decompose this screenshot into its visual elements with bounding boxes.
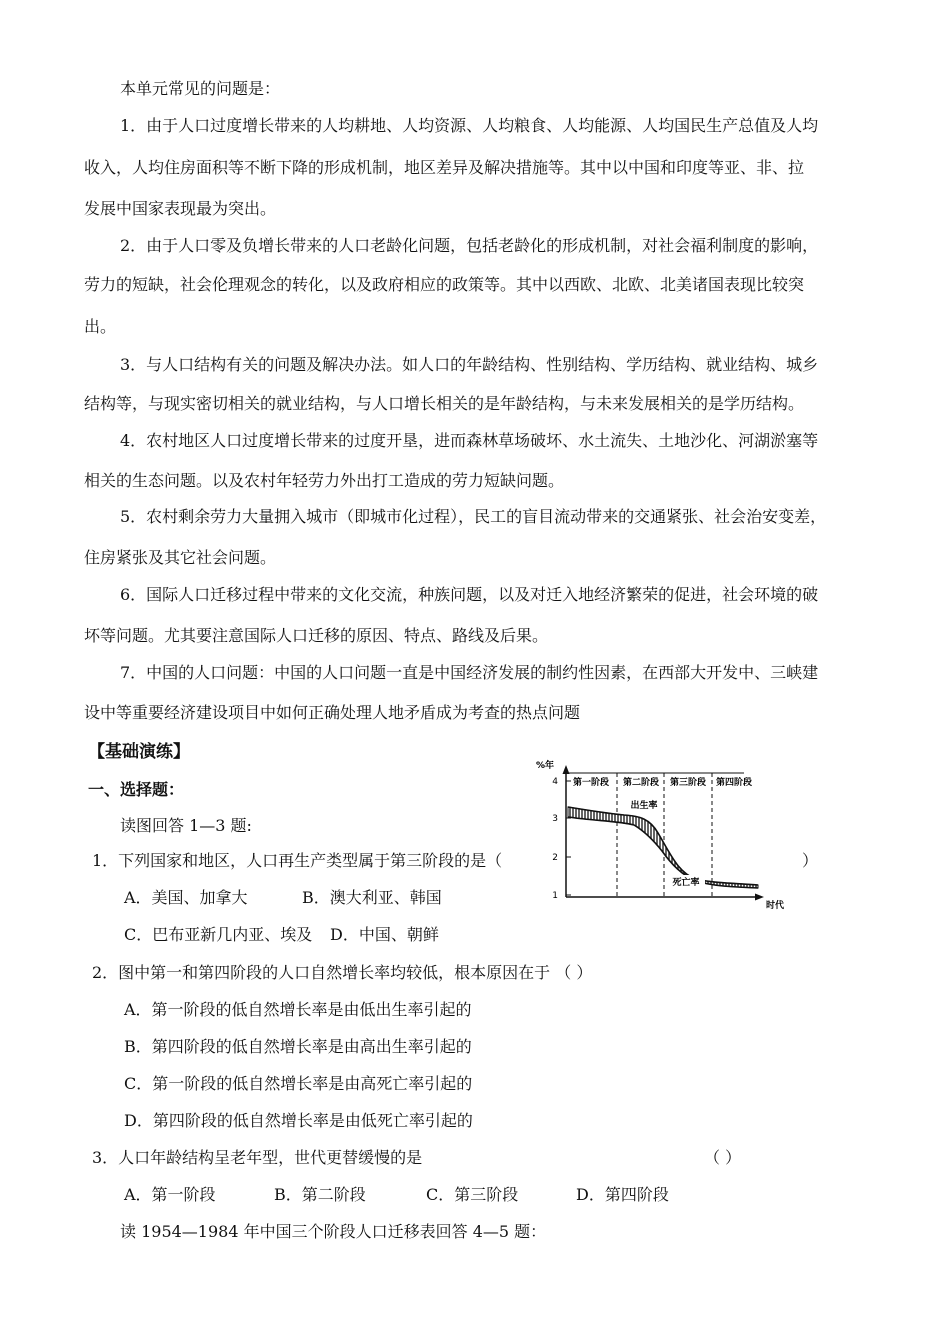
item-2-line-1: 2．由于人口零及负增长带来的人口老龄化问题，包括老龄化的形成机制，对社会福利制度的影响， — [120, 236, 819, 255]
question-1-paren: ） — [802, 851, 819, 870]
item-1-line-1: 1．由于人口过度增长带来的人均耕地、人均资源、人均粮食、人均能源、人均国民生产总值及人均 — [120, 116, 819, 135]
q2-option-c: C．第一阶段的低自然增长率是由高死亡率引起的 — [124, 1074, 473, 1093]
q2-option-b: B．第四阶段的低自然增长率是由高出生率引起的 — [124, 1037, 472, 1056]
y-tick-4: 4 — [552, 777, 558, 787]
death-rate-label: 死亡率 — [672, 878, 700, 888]
y-tick-2: 2 — [552, 853, 558, 863]
section-title: 【基础演练】 — [88, 742, 190, 762]
item-2-line-3: 出。 — [84, 317, 117, 336]
choice-title: 一、选择题： — [88, 780, 185, 799]
q1-option-b: B．澳大利亚、韩国 — [302, 888, 442, 907]
item-4-line-2: 相关的生态问题。以及农村年轻劳力外出打工造成的劳力短缺问题。 — [84, 471, 565, 490]
q1-option-c: C．巴布亚新几内亚、埃及 — [124, 925, 313, 944]
y-tick-1: 1 — [552, 891, 558, 901]
figure-svg — [536, 755, 800, 911]
q1-option-d: D．中国、朝鲜 — [330, 925, 439, 944]
q2-option-d: D．第四阶段的低自然增长率是由低死亡率引起的 — [124, 1111, 473, 1130]
question-1-stem: 1．下列国家和地区，人口再生产类型属于第三阶段的是（ — [92, 851, 503, 870]
question-2-stem: 2．图中第一和第四阶段的人口自然增长率均较低，根本原因在于 （ ） — [92, 963, 593, 982]
item-3-line-2: 结构等，与现实密切相关的就业结构，与人口增长相关的是年龄结构，与未来发展相关的是学历结构。 — [84, 394, 805, 413]
item-3-line-1: 3．与人口结构有关的问题及解决办法。如人口的年龄结构、性别结构、学历结构、就业结构、城乡 — [120, 355, 819, 374]
question-3-paren: （ ） — [704, 1148, 742, 1167]
stage-3-label: 第三阶段 — [669, 778, 707, 788]
q2-option-a: A．第一阶段的低自然增长率是由低出生率引起的 — [124, 1000, 472, 1019]
item-4-line-1: 4．农村地区人口过度增长带来的过度开垦，进而森林草场破坏、水土流失、土地沙化、河湖淤塞等 — [120, 431, 819, 450]
stage-2-label: 第二阶段 — [622, 778, 660, 788]
item-1-line-3: 发展中国家表现最为突出。 — [84, 199, 277, 218]
natural-increase-band — [568, 807, 758, 888]
q3-option-b: B．第二阶段 — [274, 1185, 366, 1204]
item-7-line-1: 7．中国的人口问题：中国的人口问题一直是中国经济发展的制约性因素，在西部大开发中、三峡建 — [120, 663, 819, 682]
item-5-line-1: 5．农村剩余劳力大量拥入城市（即城市化过程），民工的盲目流动带来的交通紧张、社会治安变差， — [120, 507, 827, 526]
stage-1-label: 第一阶段 — [572, 778, 610, 788]
q3-option-a: A．第一阶段 — [124, 1185, 216, 1204]
death-rate-curve — [568, 817, 758, 888]
birth-rate-label: 出生率 — [630, 801, 658, 811]
item-5-line-2: 住房紧张及其它社会问题。 — [84, 548, 277, 567]
x-axis-arrow — [755, 894, 764, 901]
read-prompt-2: 读 1954—1984 年中国三个阶段人口迁移表回答 4—5 题： — [120, 1222, 547, 1241]
item-7-line-2: 设中等重要经济建设项目中如何正确处理人地矛盾成为考查的热点问题 — [84, 703, 581, 722]
item-6-line-2: 坏等问题。尤其要注意国际人口迁移的原因、特点、路线及后果。 — [84, 626, 549, 645]
stage-4-label: 第四阶段 — [715, 778, 753, 788]
item-1-line-2: 收入，人均住房面积等不断下降的形成机制，地区差异及解决措施等。其中以中国和印度等亚、非、拉 — [84, 158, 805, 177]
y-tick-3: 3 — [552, 814, 558, 824]
x-axis-label: 时代 — [766, 901, 785, 911]
q3-option-d: D．第四阶段 — [576, 1185, 669, 1204]
q1-option-a: A．美国、加拿大 — [124, 888, 248, 907]
y-unit-label: %年 — [536, 761, 555, 771]
item-2-line-2: 劳力的短缺，社会伦理观念的转化，以及政府相应的政策等。其中以西欧、北欧、北美诸国表现比较突 — [84, 275, 805, 294]
demographic-transition-figure — [536, 755, 800, 911]
item-6-line-1: 6．国际人口迁移过程中带来的文化交流，种族问题，以及对迁入地经济繁荣的促进，社会环境的破 — [120, 585, 819, 604]
q3-option-c: C．第三阶段 — [426, 1185, 519, 1204]
intro-text: 本单元常见的问题是： — [120, 79, 281, 98]
read-prompt-1: 读图回答 1—3 题: — [120, 816, 252, 835]
question-3-stem: 3．人口年龄结构呈老年型，世代更替缓慢的是 — [92, 1148, 423, 1167]
